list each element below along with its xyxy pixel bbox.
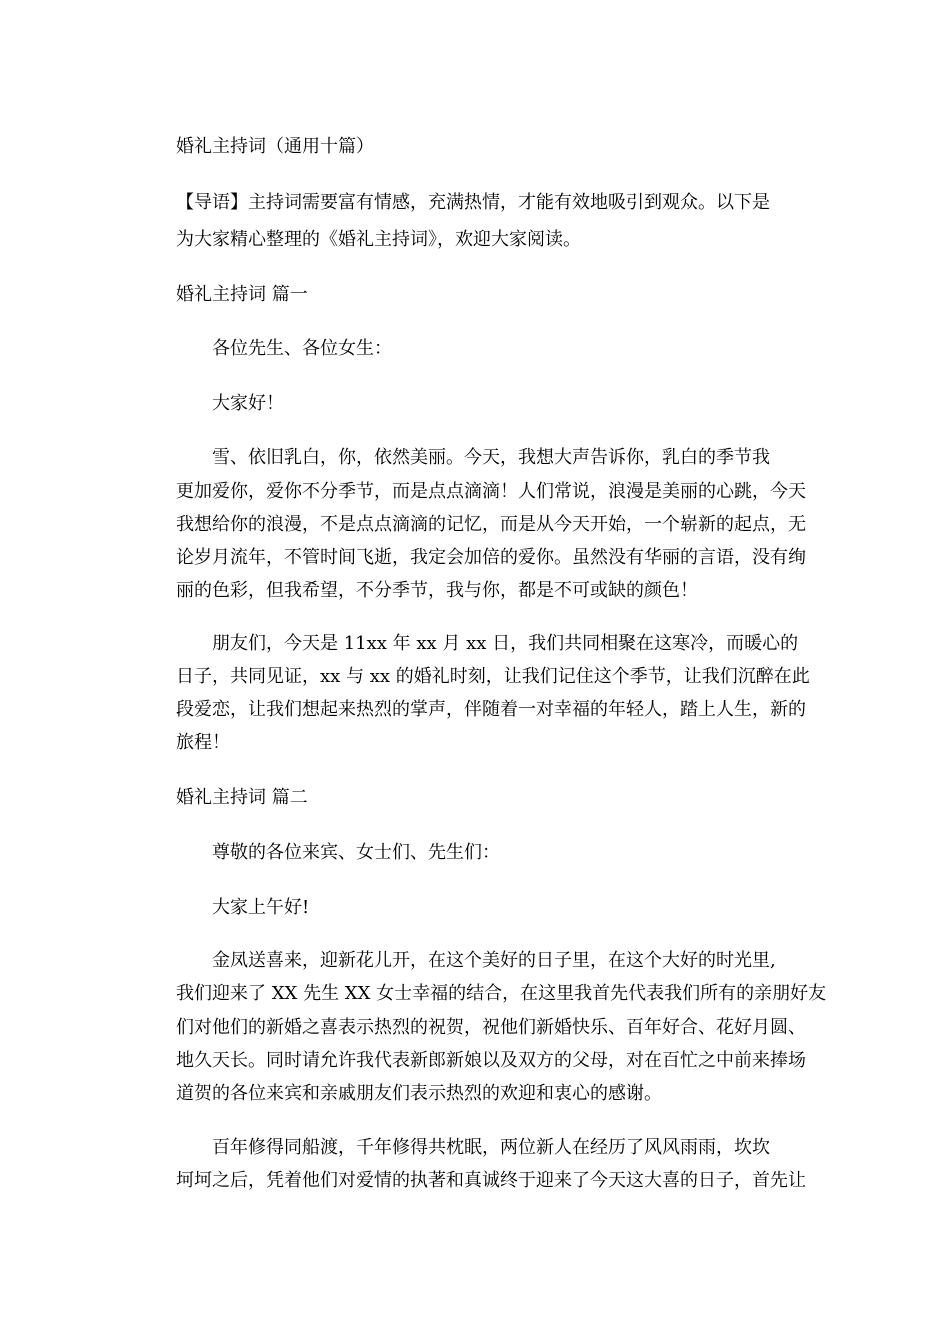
section1-para2-line-4: 旅程！	[176, 732, 230, 753]
section2-para2-line-2: 坷坷之后，凭着他们对爱情的执著和真诚终于迎来了今天这大喜的日子，首先让	[176, 1170, 806, 1191]
section1-para2-line-1: 朋友们，今天是 11xx 年 xx 月 xx 日，我们共同相聚在这寒冷，而暖心的	[212, 633, 799, 654]
section1-para1-line-2: 更加爱你，爱你不分季节，而是点点滴滴！人们常说，浪漫是美丽的心跳，今天	[176, 481, 806, 502]
section2-para1-line-2: 我们迎来了 XX 先生 XX 女士幸福的结合，在这里我首先代表我们所有的亲朋好友	[176, 983, 827, 1004]
section2-para1-line-3: 们对他们的新婚之喜表示热烈的祝贺，祝他们新婚快乐、百年好合、花好月圆、	[176, 1017, 806, 1038]
section2-heading: 婚礼主持词 篇二	[176, 787, 308, 808]
document-title: 婚礼主持词（通用十篇）	[176, 136, 374, 157]
section1-para1-line-4: 论岁月流年，不管时间飞逝，我定会加倍的爱你。虽然没有华丽的言语，没有绚	[176, 547, 806, 568]
intro-line-2: 为大家精心整理的《婚礼主持词》，欢迎大家阅读。	[176, 229, 581, 250]
section1-para1-line-5: 丽的色彩，但我希望，不分季节，我与你，都是不可或缺的颜色！	[176, 580, 698, 601]
section1-heading: 婚礼主持词 篇一	[176, 284, 308, 305]
section1-greeting: 大家好！	[212, 393, 284, 414]
intro-line-1: 【导语】主持词需要富有情感，充满热情，才能有效地吸引到观众。以下是	[176, 192, 770, 213]
section2-salutation: 尊敬的各位来宾、女士们、先生们：	[212, 842, 500, 863]
section1-salutation: 各位先生、各位女生：	[212, 338, 392, 359]
section2-para1-line-1: 金凤送喜来，迎新花儿开，在这个美好的日子里，在这个大好的时光里,	[212, 950, 776, 971]
section1-para2-line-3: 段爱恋，让我们想起来热烈的掌声，伴随着一对幸福的年轻人，踏上人生，新的	[176, 699, 806, 720]
section2-para1-line-5: 道贺的各位来宾和亲戚朋友们表示热烈的欢迎和衷心的感谢。	[176, 1083, 662, 1104]
section1-para1-line-1: 雪、依旧乳白，你，依然美丽。今天，我想大声告诉你，乳白的季节我	[212, 447, 770, 468]
section2-para2-line-1: 百年修得同船渡，千年修得共枕眠，两位新人在经历了风风雨雨，坎坎	[212, 1137, 770, 1158]
section1-para1-line-3: 我想给你的浪漫，不是点点滴滴的记忆，而是从今天开始，一个崭新的起点，无	[176, 514, 806, 535]
section2-para1-line-4: 地久天长。同时请允许我代表新郎新娘以及双方的父母，对在百忙之中前来捧场	[176, 1050, 806, 1071]
section1-para2-line-2: 日子，共同见证，xx 与 xx 的婚礼时刻，让我们记住这个季节，让我们沉醉在此	[176, 666, 810, 687]
section2-greeting: 大家上午好!	[212, 897, 310, 918]
